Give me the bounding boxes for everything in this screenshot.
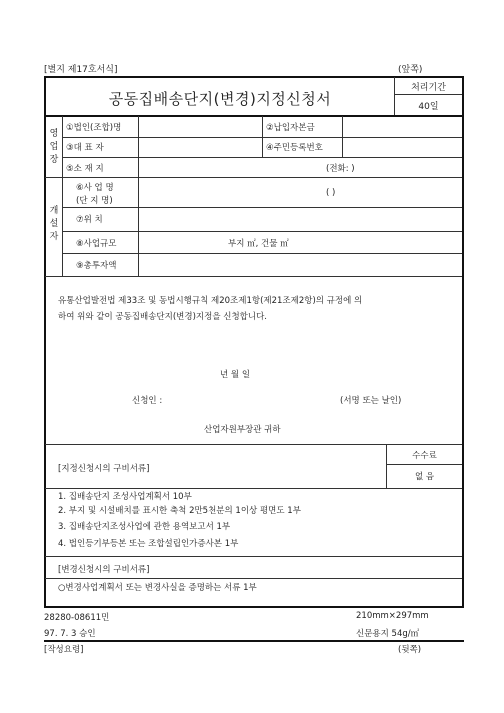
form-number: [별지 제17호서식] — [44, 65, 118, 75]
scale-label: ⑧사업규모 — [76, 239, 117, 249]
statement-line-2: 하여 위와 같이 공동집배송단지(변경)지정을 신청합니다. — [58, 312, 267, 322]
side-char: 자 — [49, 232, 59, 242]
side-char: 개 — [49, 206, 59, 216]
row-line — [63, 157, 462, 158]
representative-label: ③대 표 자 — [66, 143, 104, 153]
change-doc-item: ○변경사업계획서 또는 변경사실을 증명하는 서류 1부 — [58, 583, 257, 593]
processing-label: 처리기간 — [411, 83, 446, 93]
capital-label: ②납입자본금 — [266, 123, 315, 133]
side-char: 영 — [49, 129, 59, 139]
row-line — [45, 177, 462, 178]
page-side-back: (뒷쪽) — [398, 645, 422, 655]
location-label: ⑦위 치 — [76, 215, 103, 225]
signer-sign: (서명 또는 날인) — [340, 396, 402, 406]
processing-divider — [394, 94, 462, 95]
resident-number-label: ④주민등록번호 — [266, 143, 323, 153]
paper-spec: 신문용지 54g/㎡ — [356, 629, 420, 639]
complex-name-paren: ( ) — [326, 188, 336, 198]
frame-top — [44, 76, 464, 78]
change-docs-title: [변경신청시의 구비서류] — [58, 565, 150, 575]
complex-name-label: (단 지 명) — [76, 196, 113, 206]
designation-docs-title: [지정신청시의 구비서류] — [58, 464, 150, 474]
designation-doc-item: 1. 집배송단지 조성사업계획서 10부 — [58, 492, 192, 502]
designation-doc-item: 3. 집배송단지조성사업에 관한 용역보고서 1부 — [58, 522, 231, 532]
label-col-divider-2 — [138, 178, 139, 276]
side-char: 장 — [49, 155, 59, 165]
form-title: 공동집배송단지(변경)지정신청서 — [108, 90, 332, 108]
row-line — [63, 253, 462, 254]
fee-row-line — [386, 464, 462, 465]
paper-size: 210mm×297mm — [356, 611, 429, 621]
frame-right — [462, 76, 464, 608]
form-code: 28280-08611민 — [44, 613, 110, 623]
row-line — [63, 231, 462, 232]
address-label: ⑤소 재 지 — [66, 164, 104, 174]
title-bottom — [45, 115, 463, 117]
corp-name-label: ①법인(조합)명 — [66, 123, 122, 133]
frame-bottom — [44, 606, 464, 608]
mid-col-divider — [262, 116, 263, 157]
section-line — [45, 276, 462, 277]
section-line-2 — [45, 444, 462, 445]
side-char: 업 — [49, 142, 59, 152]
project-name-label: ⑥사 업 명 — [76, 183, 114, 193]
label-col-divider — [138, 116, 139, 157]
docs-top-line — [45, 488, 462, 489]
business-side-label — [46, 128, 62, 167]
fee-label: 수수료 — [412, 451, 437, 461]
designation-doc-item: 2. 부지 및 시설배치를 표시한 축척 2만5천분의 1이상 평면도 1부 — [58, 506, 301, 516]
signer-label: 신청인 : — [132, 396, 163, 406]
side-char: 설 — [49, 219, 59, 229]
investment-label: ⑨총투자액 — [76, 261, 117, 271]
addressee: 산업자원부장관 귀하 — [204, 425, 281, 435]
fee-value: 없 음 — [414, 472, 435, 482]
statement-line-1: 유통산업발전법 제33조 및 동법시행규칙 제20조제1항(제21조제2항)의 규정에 의 — [58, 296, 363, 306]
writing-guide: [작성요령] — [44, 645, 84, 655]
footer-line — [44, 640, 464, 642]
phone-field: (전화: ) — [326, 164, 355, 174]
processing-value: 40일 — [418, 102, 439, 112]
page-side-front: (앞쪽) — [398, 65, 423, 75]
change-docs-divider — [45, 578, 462, 579]
scale-value: 부지 ㎡, 건물 ㎡ — [228, 239, 289, 249]
side-col-divider-2 — [62, 178, 63, 276]
founder-side-label — [46, 205, 62, 244]
row-line — [63, 207, 462, 208]
mid-col-divider-2 — [342, 116, 343, 157]
date-line: 년 월 일 — [220, 370, 251, 380]
approval-date: 97. 7. 3 승인 — [44, 629, 96, 639]
designation-doc-item: 4. 법인등기부등본 또는 조합설립인가증사본 1부 — [58, 539, 239, 549]
change-docs-line — [45, 556, 462, 557]
label-col-divider — [138, 158, 139, 177]
